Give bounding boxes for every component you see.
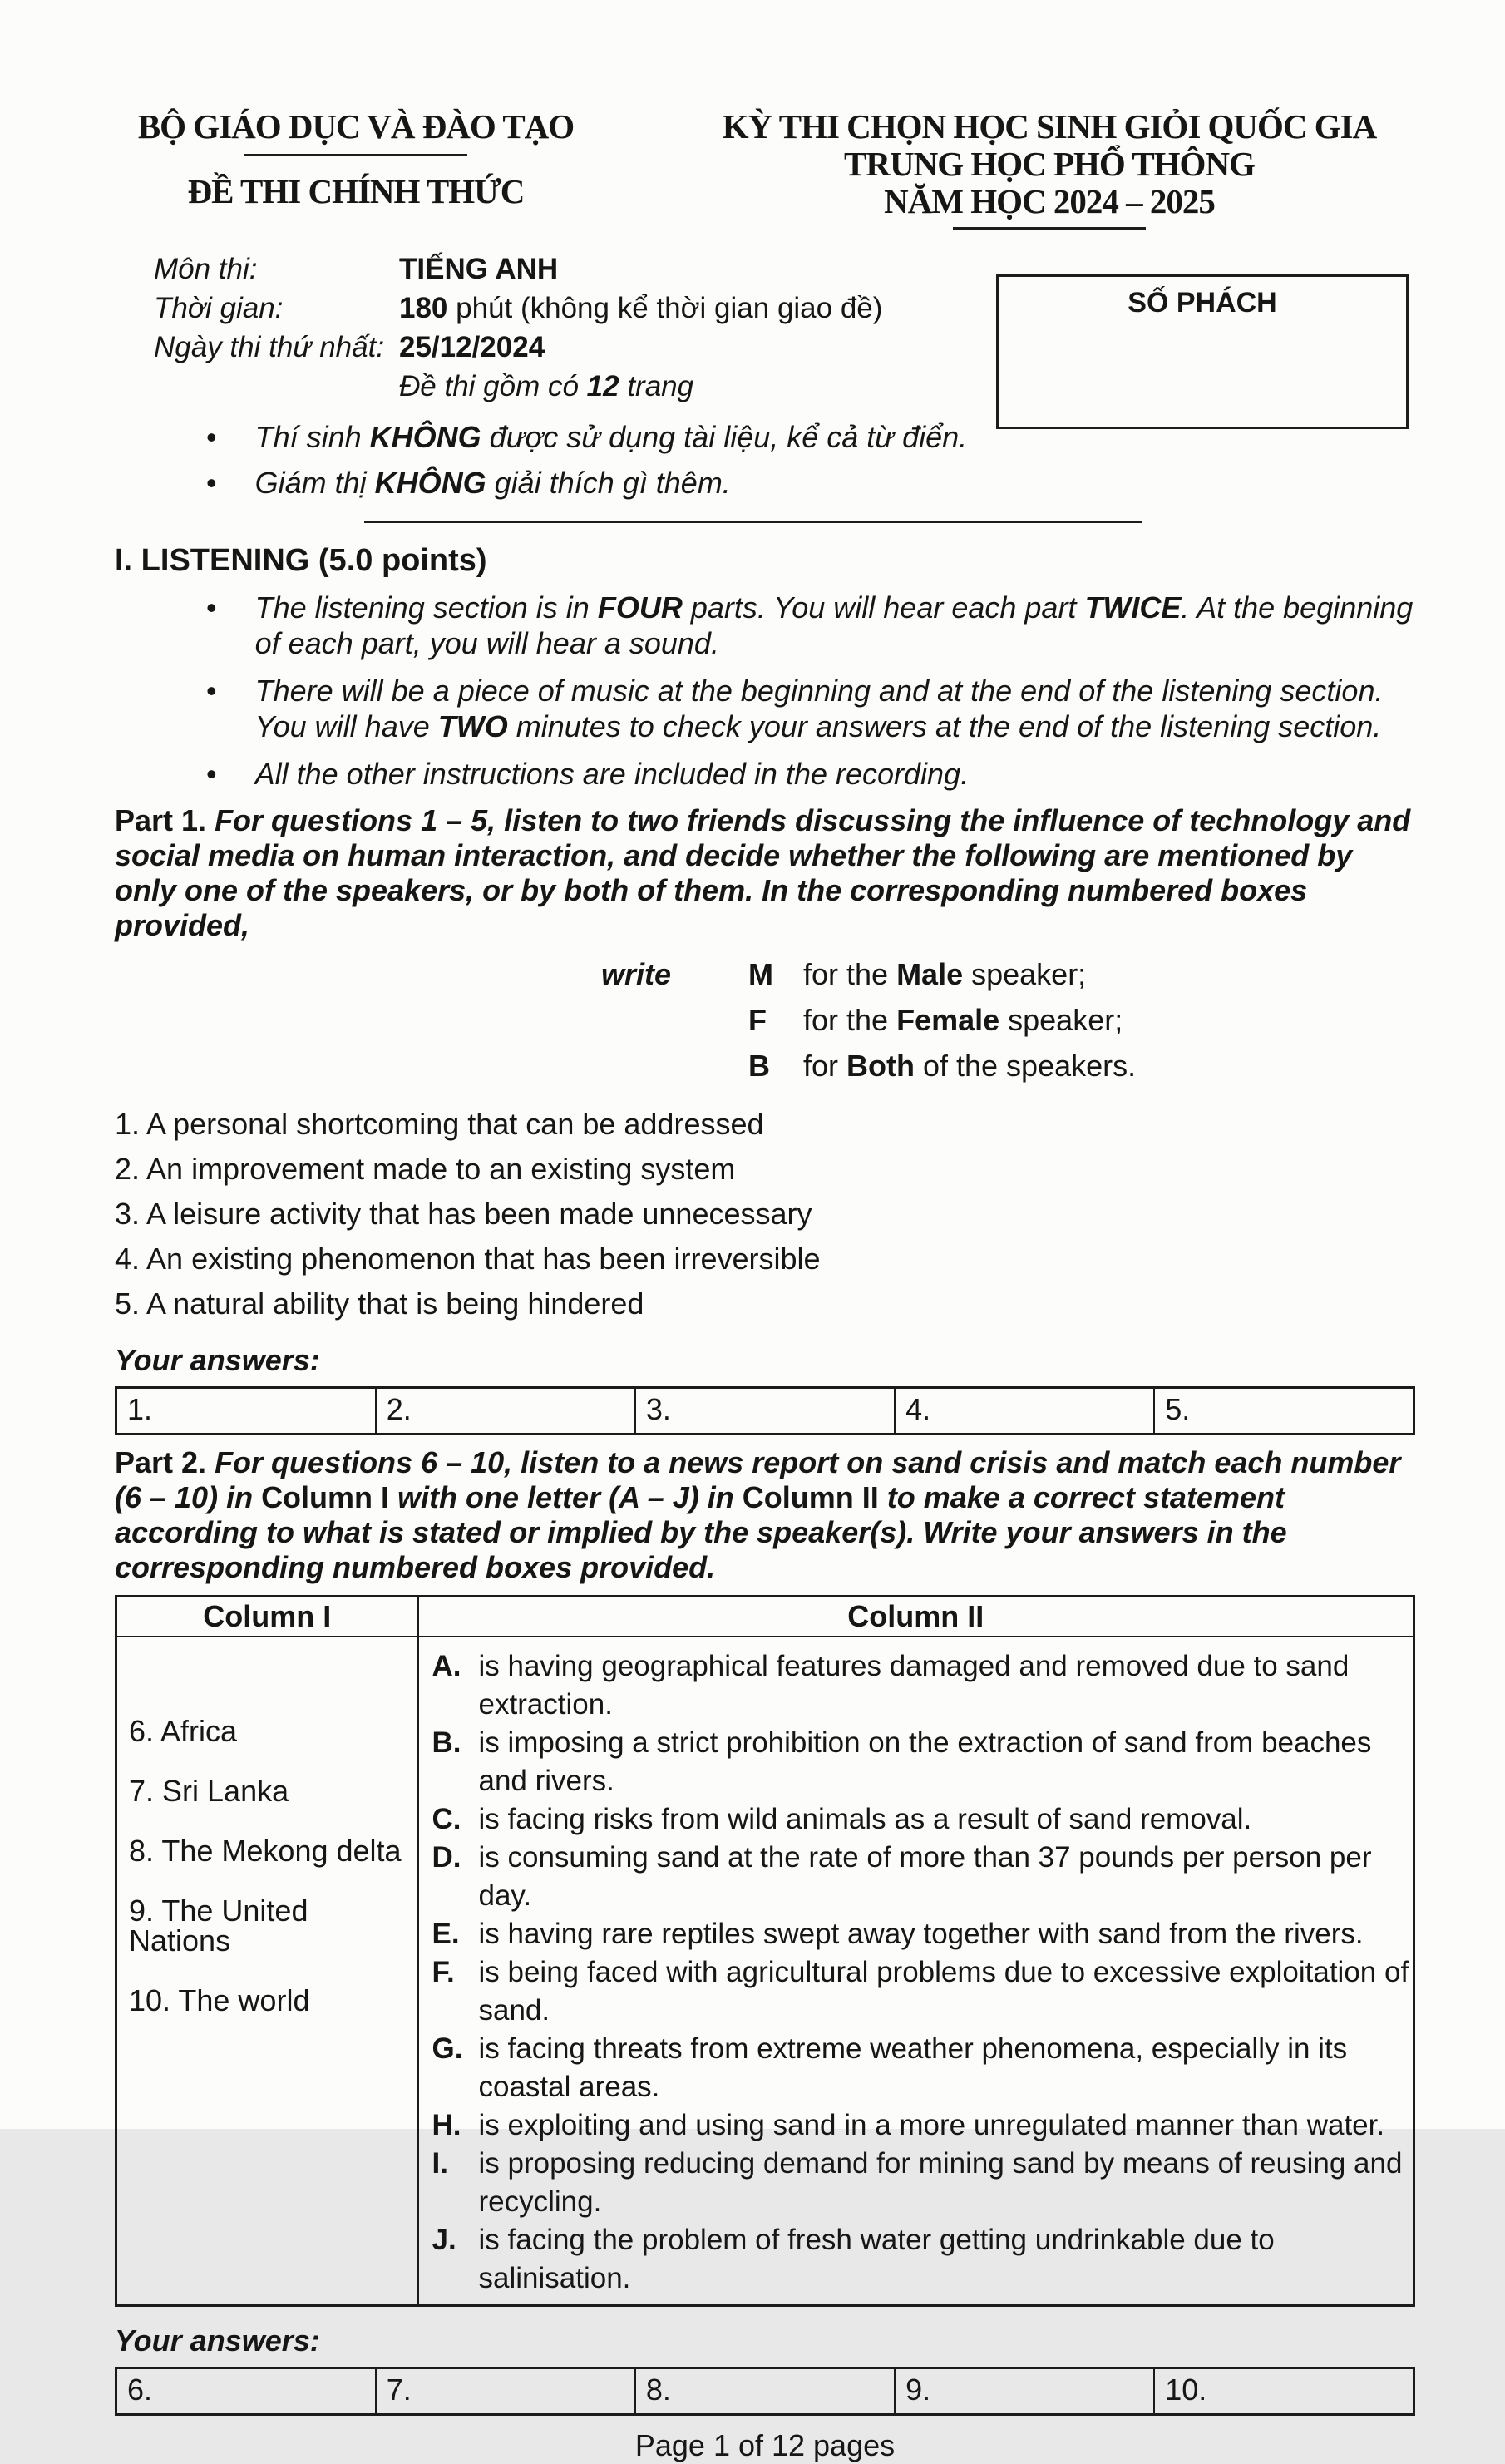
statement-text: is exploiting and using sand in a more unregulated manner than water. — [478, 2108, 1385, 2141]
answer-cell: 3. — [635, 1388, 895, 1434]
subject-value: TIẾNG ANH — [399, 253, 559, 285]
duration-label: Thời gian: — [154, 292, 284, 324]
statement-letter: B. — [432, 1726, 461, 1759]
exam-date-value: 25/12/2024 — [399, 331, 545, 363]
answer-cell: 5. — [1154, 1388, 1414, 1434]
bullet-icon: • — [206, 466, 217, 500]
pages-note-value: Đề thi gồm có 12 trang — [399, 370, 694, 402]
part1-instruction: Part 1. For questions 1 – 5, listen to two friends discussing the influence of technology and social media on human interaction, and decide whether the following are mentioned by only one of the speakers, or by both of them. In the corresponding numbered boxes provided, — [115, 803, 1411, 942]
statement-text: is having rare reptiles swept away together with sand from the rivers. — [478, 1917, 1364, 1950]
statement-item — [432, 1724, 1414, 1800]
write-label: write — [601, 957, 672, 991]
note-item — [115, 463, 1415, 502]
listening-bullet — [115, 590, 1415, 661]
page-number: Page 1 of 12 pages — [634, 2427, 896, 2462]
statement-letter: A. — [432, 1649, 461, 1682]
header-right-block — [683, 108, 1415, 230]
statement-text: is facing threats from extreme weather phenomena, especially in its coastal areas. — [478, 2032, 1348, 2103]
option-letter: F — [748, 1003, 767, 1037]
statement-item — [432, 2145, 1414, 2221]
header-left-block — [115, 108, 597, 230]
statement-item — [432, 1800, 1414, 1839]
bullet-icon: • — [206, 757, 217, 791]
exam-title-line3: NĂM HỌC 2024 – 2025 — [884, 182, 1215, 220]
statement-item — [432, 2106, 1414, 2145]
statement-letter: E. — [432, 1917, 460, 1950]
statement-letter: H. — [432, 2108, 461, 2141]
column1-item: 10. The world — [129, 1983, 310, 2017]
listening-instructions — [115, 590, 1415, 792]
exam-title-line2: TRUNG HỌC PHỔ THÔNG — [844, 145, 1255, 183]
matching-table-body-row — [116, 1637, 1414, 2306]
column1-items — [116, 1637, 418, 2306]
statement-item — [432, 1647, 1414, 1724]
subject-label: Môn thi: — [154, 253, 258, 285]
part1-question-list — [115, 1102, 1415, 1326]
candidate-notes — [115, 417, 1415, 502]
section-divider — [364, 521, 1142, 523]
statement-item — [432, 2030, 1414, 2106]
page-header — [115, 108, 1415, 230]
listening-bullet-text: There will be a piece of music at the beginning and at the end of the listening section. You will have TWO minutes to check your answers at the end of the listening section. — [254, 674, 1384, 743]
your-answers-label: Your answers: — [115, 2323, 320, 2358]
statement-text: is facing the problem of fresh water getting undrinkable due to salinisation. — [478, 2223, 1275, 2294]
statement-item — [432, 1839, 1414, 1915]
statement-text: is proposing reducing demand for mining sand by means of reusing and recycling. — [478, 2146, 1403, 2218]
question-item: 3. A leisure activity that has been made unnecessary — [115, 1197, 812, 1231]
exam-info-block — [115, 249, 1415, 406]
write-guide-row — [115, 951, 1415, 997]
question-item: 5. A natural ability that is being hindered — [115, 1286, 644, 1321]
statement-letter: D. — [432, 1840, 461, 1874]
part2-answer-table — [115, 2367, 1415, 2416]
listening-bullet-text: All the other instructions are included in the recording. — [254, 757, 970, 791]
exam-title-line1: KỲ THI CHỌN HỌC SINH GIỎI QUỐC GIA — [722, 107, 1377, 146]
exam-code-box — [996, 274, 1409, 429]
statement-item — [432, 1953, 1414, 2030]
column1-item: 9. The United Nations — [129, 1893, 308, 1958]
write-guide-row — [115, 1043, 1415, 1089]
exam-date-label: Ngày thi thứ nhất: — [154, 331, 385, 363]
write-guide-row — [115, 997, 1415, 1043]
listening-bullet — [115, 673, 1415, 744]
write-guide — [115, 951, 1415, 1089]
answer-cell: 9. — [895, 2368, 1154, 2414]
note-text: Thí sinh KHÔNG được sử dụng tài liệu, kể cả từ điển. — [254, 420, 968, 454]
option-letter: M — [748, 957, 773, 991]
statement-text: is being faced with agricultural problems due to excessive exploitation of sand. — [478, 1955, 1409, 2027]
column1-item: 8. The Mekong delta — [129, 1833, 402, 1868]
question-item: 2. An improvement made to an existing system — [115, 1152, 736, 1186]
statement-item — [432, 1915, 1414, 1953]
question-item: 1. A personal shortcoming that can be addressed — [115, 1107, 764, 1141]
statement-letter: G. — [432, 2032, 463, 2065]
statement-letter: C. — [432, 1802, 461, 1835]
part1-answer-table — [115, 1386, 1415, 1435]
ministry-name: BỘ GIÁO DỤC VÀ ĐÀO TẠO — [137, 107, 575, 146]
header-left-rule — [244, 154, 467, 156]
statement-letter: J. — [432, 2223, 456, 2256]
statement-item — [432, 2221, 1414, 2298]
statement-letter: F. — [432, 1955, 455, 1988]
listening-bullet-text: The listening section is in FOUR parts. You will hear each part TWICE. At the beginning of each part, you will hear a sound. — [254, 590, 1414, 660]
answer-cell: 6. — [116, 2368, 376, 2414]
official-exam-label: ĐỀ THI CHÍNH THỨC — [187, 172, 525, 210]
column1-item: 7. Sri Lanka — [129, 1773, 289, 1808]
header-right-rule — [953, 227, 1146, 230]
column2-header: Column II — [418, 1597, 1414, 1637]
answer-row — [116, 1388, 1414, 1434]
answer-cell: 7. — [376, 2368, 635, 2414]
option-description: for the Female speaker; — [803, 1003, 1123, 1037]
part2-matching-table — [115, 1595, 1415, 2307]
your-answers-label: Your answers: — [115, 1343, 320, 1377]
statement-text: is having geographical features damaged and removed due to sand extraction. — [478, 1649, 1350, 1721]
statement-text: is facing risks from wild animals as a result of sand removal. — [478, 1802, 1252, 1835]
pages-note-label — [115, 367, 399, 406]
exam-code-box-label: SỐ PHÁCH — [1128, 287, 1277, 318]
part2-instruction: Part 2. For questions 6 – 10, listen to a news report on sand crisis and match each number (6 – 10) in Column I with one letter (A – J) in Column II to make a correct statement according to what is stated or implied by the speaker(s). Write your answers in the corresponding numbered boxes provided. — [115, 1445, 1401, 1584]
answer-cell: 10. — [1154, 2368, 1414, 2414]
write-label-spacer — [601, 1043, 748, 1089]
option-description: for the Male speaker; — [803, 957, 1087, 991]
write-label-spacer — [601, 997, 748, 1043]
answer-cell: 2. — [376, 1388, 635, 1434]
column1-item: 6. Africa — [129, 1713, 238, 1748]
option-letter: B — [748, 1049, 770, 1083]
question-item: 4. An existing phenomenon that has been irreversible — [115, 1242, 821, 1276]
answer-cell: 8. — [635, 2368, 895, 2414]
answer-row — [116, 2368, 1414, 2414]
listening-bullet — [115, 756, 1415, 792]
answer-cell: 1. — [116, 1388, 376, 1434]
duration-value: 180 phút (không kể thời gian giao đề) — [399, 292, 883, 324]
column1-header: Column I — [116, 1597, 418, 1637]
listening-heading: I. LISTENING (5.0 points) — [115, 543, 487, 578]
bullet-icon: • — [206, 674, 217, 708]
statement-text: is consuming sand at the rate of more than 37 pounds per person per day. — [478, 1840, 1372, 1912]
statement-letter: I. — [432, 2146, 448, 2180]
option-description: for Both of the speakers. — [803, 1049, 1137, 1083]
bullet-icon: • — [206, 590, 217, 625]
note-text: Giám thị KHÔNG giải thích gì thêm. — [254, 466, 731, 500]
statement-text: is imposing a strict prohibition on the extraction of sand from beaches and rivers. — [478, 1726, 1372, 1797]
bullet-icon: • — [206, 420, 217, 454]
column2-items — [418, 1637, 1414, 2306]
matching-table-header-row — [116, 1597, 1414, 1637]
answer-cell: 4. — [895, 1388, 1154, 1434]
